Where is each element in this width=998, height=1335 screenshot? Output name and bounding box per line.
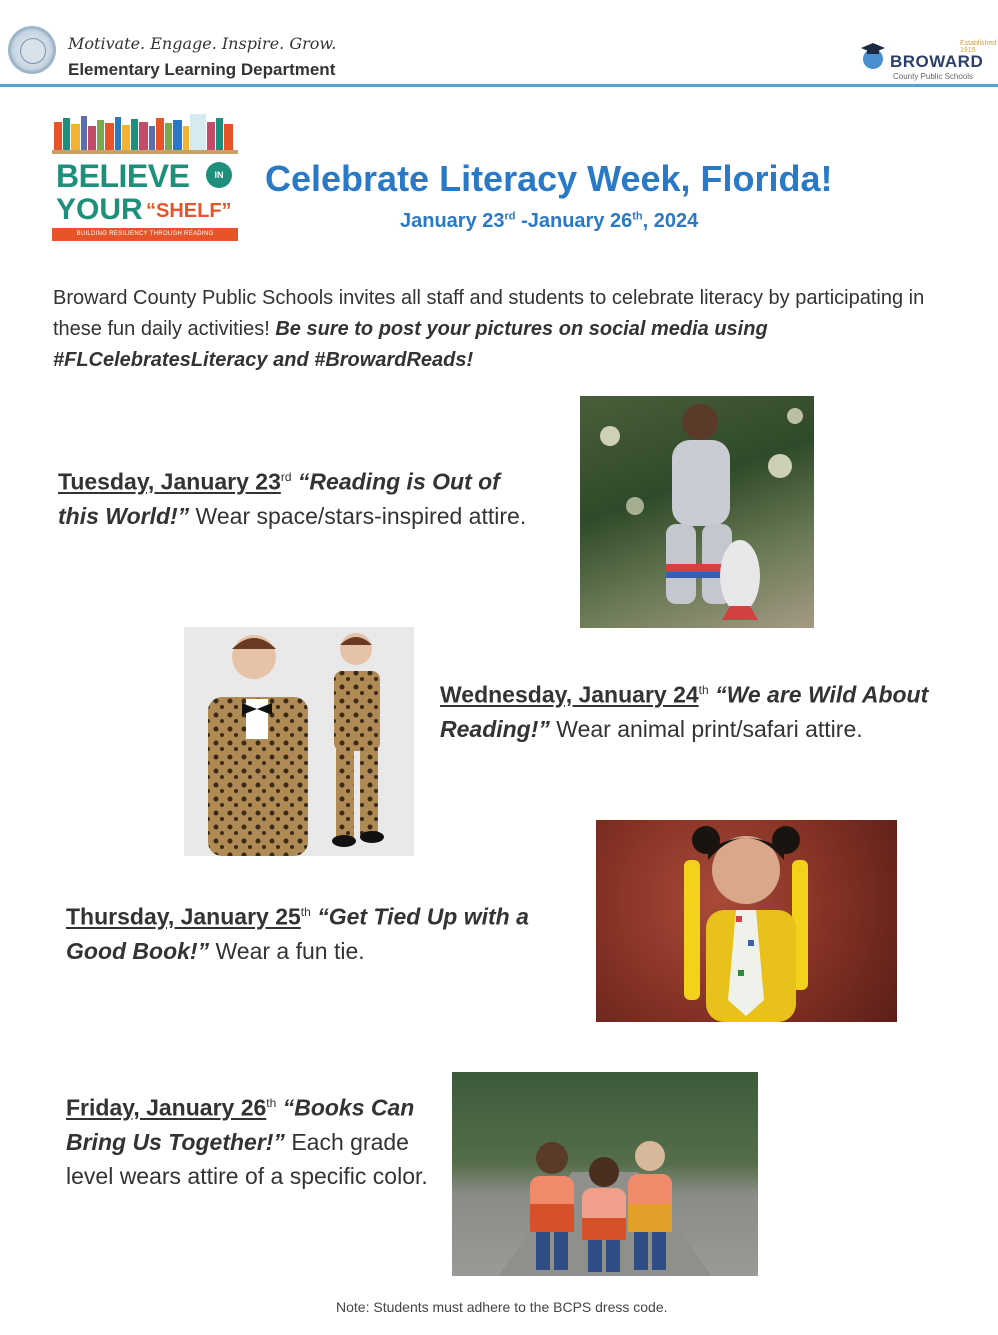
header-motto: Motivate. Engage. Inspire. Grow. [68, 34, 337, 53]
activity-wednesday: Wednesday, January 24th “We are Wild About Reading!” Wear animal print/safari attire. [440, 681, 929, 742]
astronaut-child-photo [580, 396, 814, 628]
intro-paragraph: Broward County Public Schools invites all staff and students to celebrate literacy by participating in these fun daily activities! Be sure to post your pictures on social media using #FLCelebratesLiteracy and #BrowardReads! [53, 287, 925, 371]
header-divider [0, 84, 998, 87]
intro-emphasis: Be sure to post your pictures on social media using #FLCelebratesLiteracy and #BrowardReads! [53, 318, 768, 371]
logo-believe: BELIEVE [56, 158, 190, 194]
activity-thursday: Thursday, January 25th “Get Tied Up with a Good Book!” Wear a fun tie. [66, 903, 529, 964]
logo-your: YOUR [56, 193, 143, 226]
graduation-cap-icon [860, 40, 886, 70]
district-name: BROWARD [890, 52, 984, 71]
activity-tuesday: Tuesday, January 23rd “Reading is Out of this World!” Wear space/stars-inspired attire. [58, 468, 527, 529]
district-subtitle: County Public Schools [893, 72, 974, 81]
activity-friday: Friday, January 26th “Books Can Bring Us Together!” Each grade level wears attire of a specific color. [66, 1094, 428, 1189]
district-seal-icon [8, 26, 56, 74]
logo-shelf: “SHELF” [146, 200, 232, 222]
event-dates: January 23rd -January 26th, 2024 [400, 210, 699, 232]
bookshelf-icon [52, 114, 238, 154]
leopard-suit-kids-photo [184, 627, 414, 856]
logo-tagline: BUILDING RESILIENCY THROUGH READING [52, 228, 238, 241]
district-established: Established 1915 [960, 40, 997, 54]
department-name: Elementary Learning Department [68, 60, 336, 79]
page-title: Celebrate Literacy Week, Florida! [265, 158, 833, 199]
logo-in: IN [206, 162, 232, 188]
three-girls-photo [452, 1072, 758, 1276]
dress-code-note: Note: Students must adhere to the BCPS dress code. [336, 1299, 668, 1315]
girl-with-tie-photo [596, 820, 897, 1022]
